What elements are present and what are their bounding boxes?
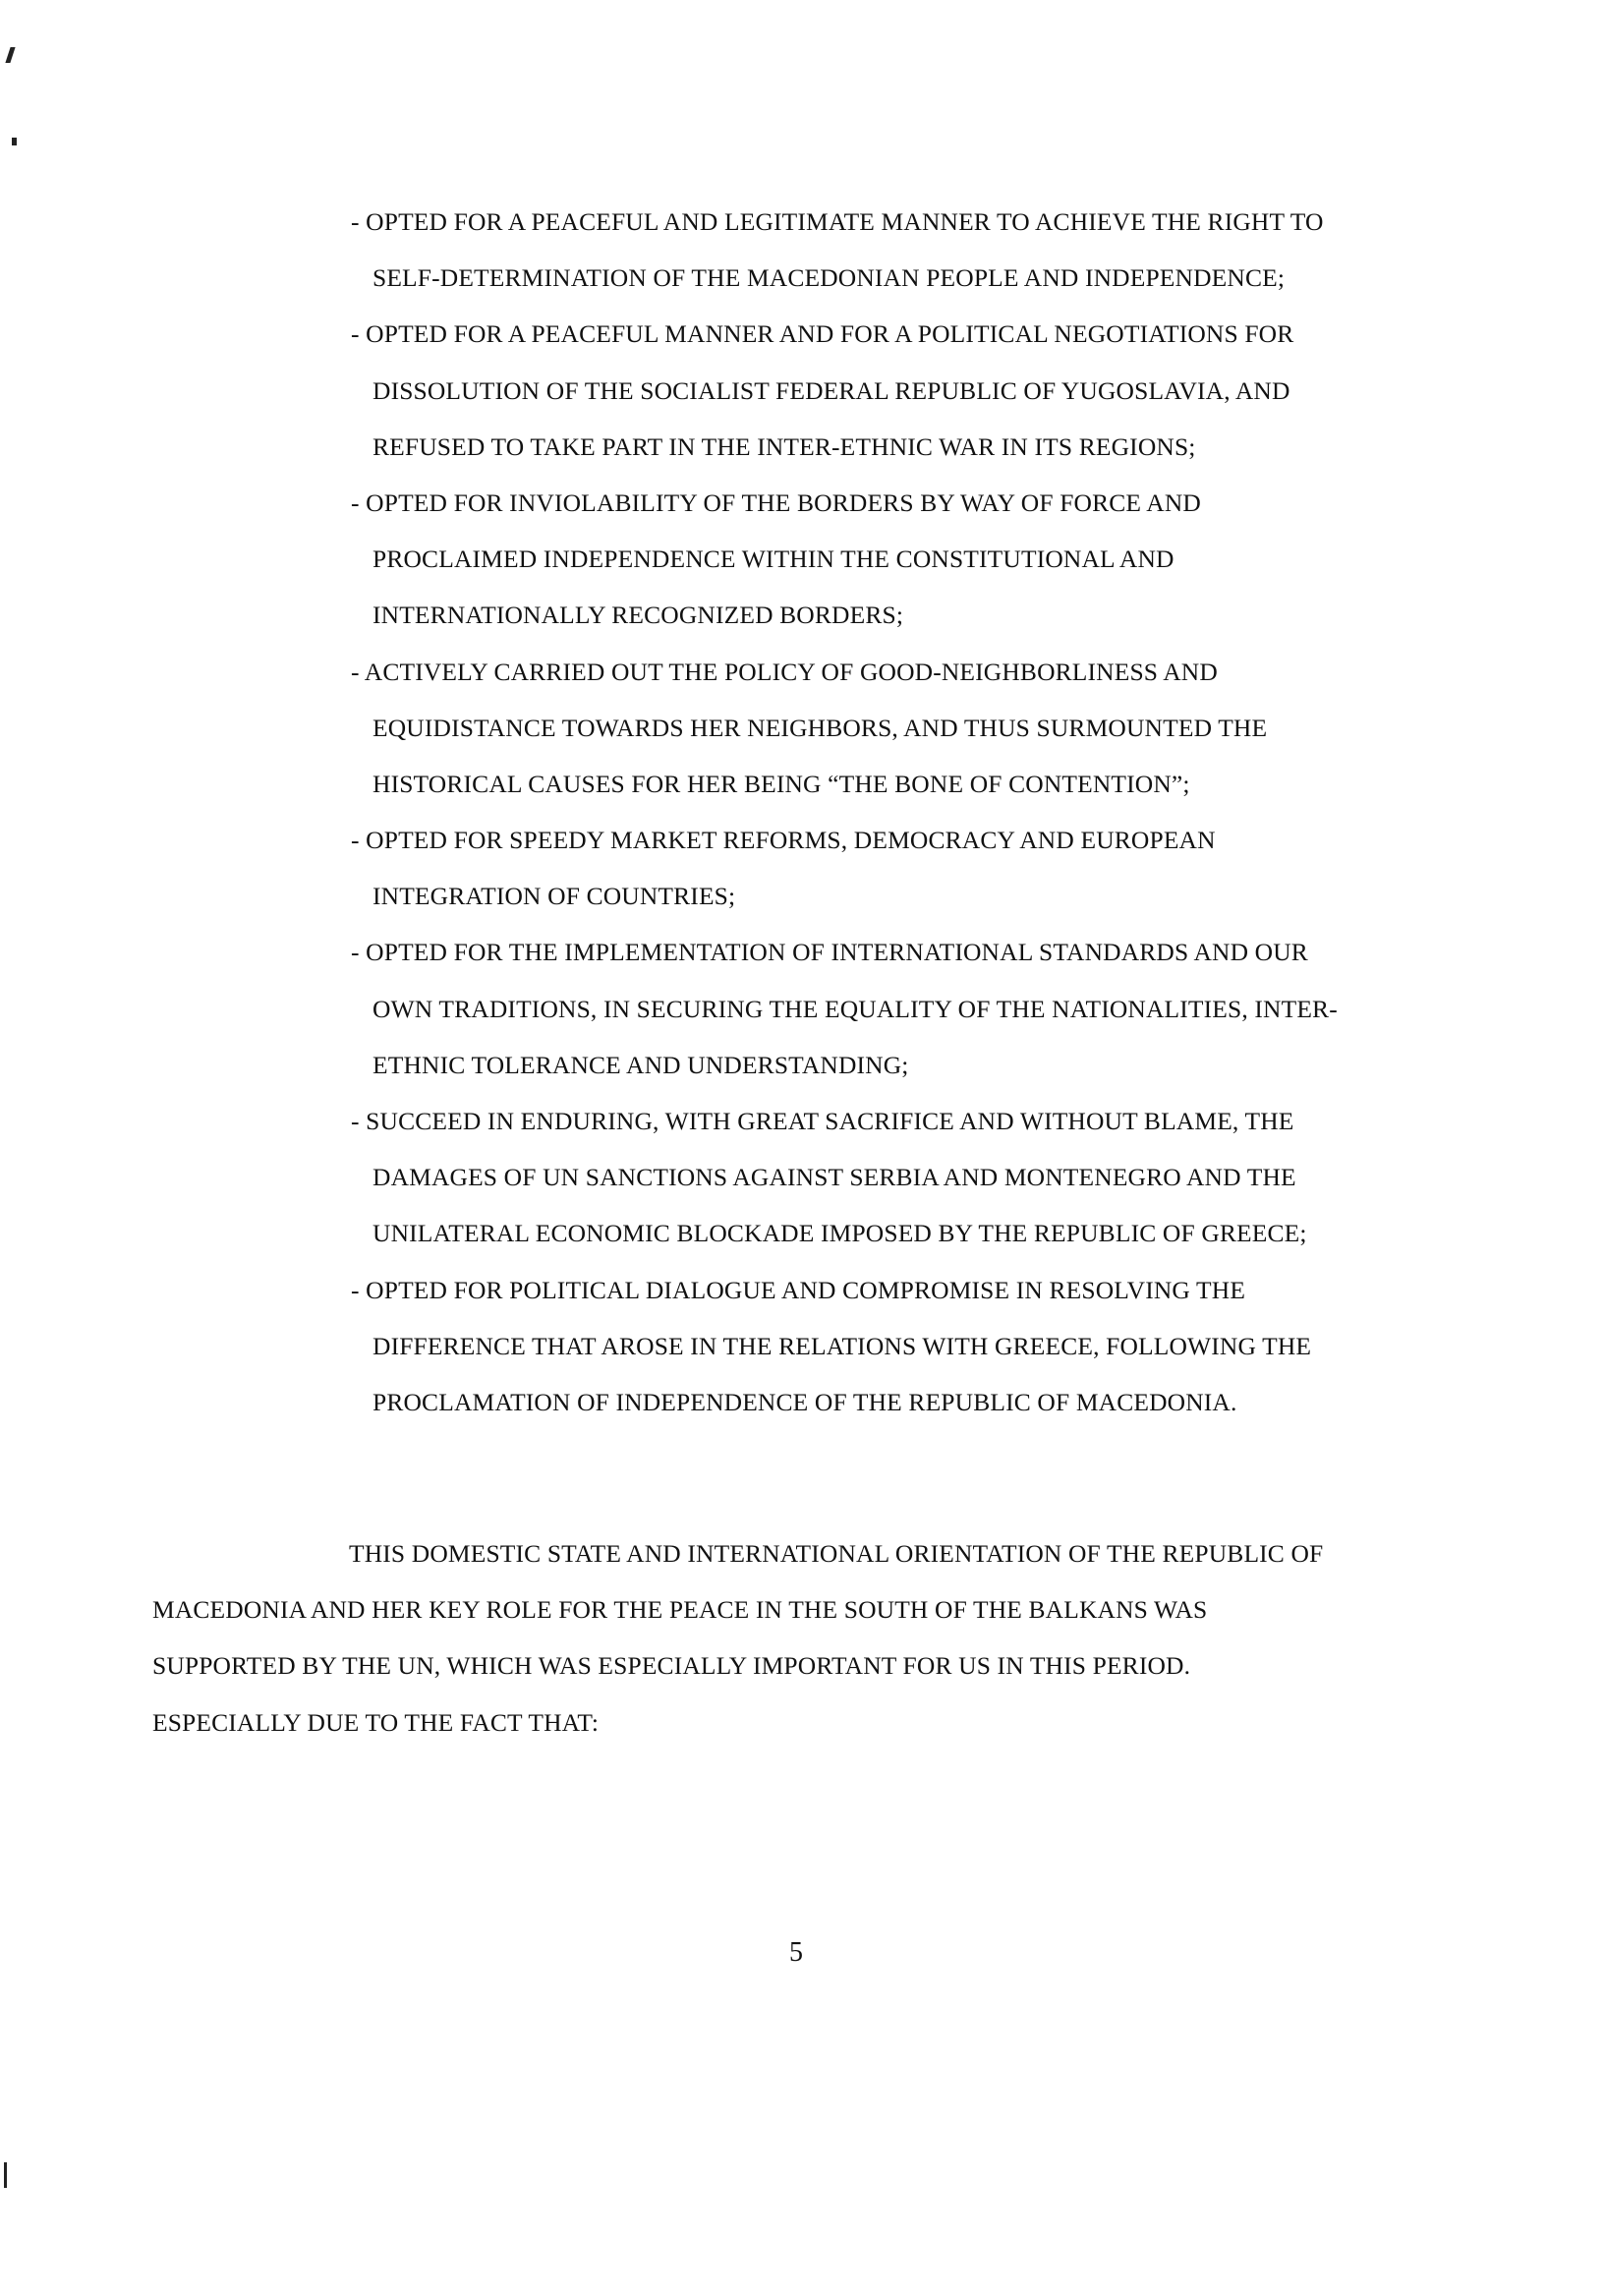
bullet-line: - SUCCEED IN ENDURING, WITH GREAT SACRIFICE AND WITHOUT BLAME, THE [351, 1107, 1294, 1135]
bullet-line: ETHNIC TOLERANCE AND UNDERSTANDING; [372, 1050, 909, 1079]
bullet-line: HISTORICAL CAUSES FOR HER BEING “THE BONE OF CONTENTION”; [372, 769, 1190, 798]
bullet-line: - OPTED FOR POLITICAL DIALOGUE AND COMPROMISE IN RESOLVING THE [351, 1275, 1246, 1304]
bullet-item [351, 650, 1432, 819]
bullet-line: PROCLAMATION OF INDEPENDENCE OF THE REPUBLIC OF MACEDONIA. [372, 1387, 1237, 1416]
scan-artifact [5, 47, 15, 63]
bullet-line: - OPTED FOR INVIOLABILITY OF THE BORDERS BY WAY OF FORCE AND [351, 488, 1201, 517]
bullet-item [351, 1268, 1432, 1437]
bullet-line: DISSOLUTION OF THE SOCIALIST FEDERAL REPUBLIC OF YUGOSLAVIA, AND [372, 375, 1290, 405]
bullet-line: REFUSED TO TAKE PART IN THE INTER-ETHNIC WAR IN ITS REGIONS; [372, 431, 1196, 461]
paragraph-line: ESPECIALLY DUE TO THE FACT THAT: [152, 1707, 600, 1737]
scan-artifact [4, 2162, 7, 2188]
bullet-list [351, 200, 1432, 1436]
bullet-line: UNILATERAL ECONOMIC BLOCKADE IMPOSED BY THE REPUBLIC OF GREECE; [372, 1219, 1307, 1248]
bullet-line: PROCLAIMED INDEPENDENCE WITHIN THE CONSTITUTIONAL AND [372, 545, 1174, 574]
bullet-line: - OPTED FOR A PEACEFUL MANNER AND FOR A POLITICAL NEGOTIATIONS FOR [351, 319, 1294, 349]
bullet-item [351, 1099, 1432, 1268]
bullet-line: DIFFERENCE THAT AROSE IN THE RELATIONS WITH GREECE, FOLLOWING THE [372, 1331, 1312, 1360]
bullet-line: - OPTED FOR THE IMPLEMENTATION OF INTERNATIONAL STANDARDS AND OUR [351, 938, 1308, 967]
bullet-item [351, 818, 1432, 930]
bullet-line: DAMAGES OF UN SANCTIONS AGAINST SERBIA AND MONTENEGRO AND THE [372, 1163, 1296, 1192]
bullet-line: SELF-DETERMINATION OF THE MACEDONIAN PEOPLE AND INDEPENDENCE; [372, 263, 1286, 293]
page-number: 5 [789, 1937, 803, 1968]
bullet-line: EQUIDISTANCE TOWARDS HER NEIGHBORS, AND THUS SURMOUNTED THE [372, 713, 1268, 742]
bullet-line: - ACTIVELY CARRIED OUT THE POLICY OF GOOD-NEIGHBORLINESS AND [351, 657, 1218, 686]
paragraph-line: THIS DOMESTIC STATE AND INTERNATIONAL ORIENTATION OF THE REPUBLIC OF [349, 1539, 1324, 1568]
bullet-item [351, 481, 1432, 650]
bullet-item [351, 200, 1432, 312]
bullet-line: - OPTED FOR A PEACEFUL AND LEGITIMATE MANNER TO ACHIEVE THE RIGHT TO [351, 207, 1324, 236]
bullet-line: - OPTED FOR SPEEDY MARKET REFORMS, DEMOCRACY AND EUROPEAN [351, 826, 1216, 855]
bullet-item [351, 312, 1432, 481]
bullet-line: OWN TRADITIONS, IN SECURING THE EQUALITY OF THE NATIONALITIES, INTER- [372, 994, 1338, 1023]
scan-artifact [12, 138, 17, 145]
body-paragraph [152, 1531, 1430, 1756]
bullet-line: INTERNATIONALLY RECOGNIZED BORDERS; [372, 601, 904, 630]
bullet-line: INTEGRATION OF COUNTRIES; [372, 882, 736, 911]
paragraph-line: MACEDONIA AND HER KEY ROLE FOR THE PEACE IN THE SOUTH OF THE BALKANS WAS [152, 1595, 1208, 1625]
paragraph-line: SUPPORTED BY THE UN, WHICH WAS ESPECIALLY IMPORTANT FOR US IN THIS PERIOD. [152, 1651, 1191, 1681]
bullet-item [351, 930, 1432, 1099]
